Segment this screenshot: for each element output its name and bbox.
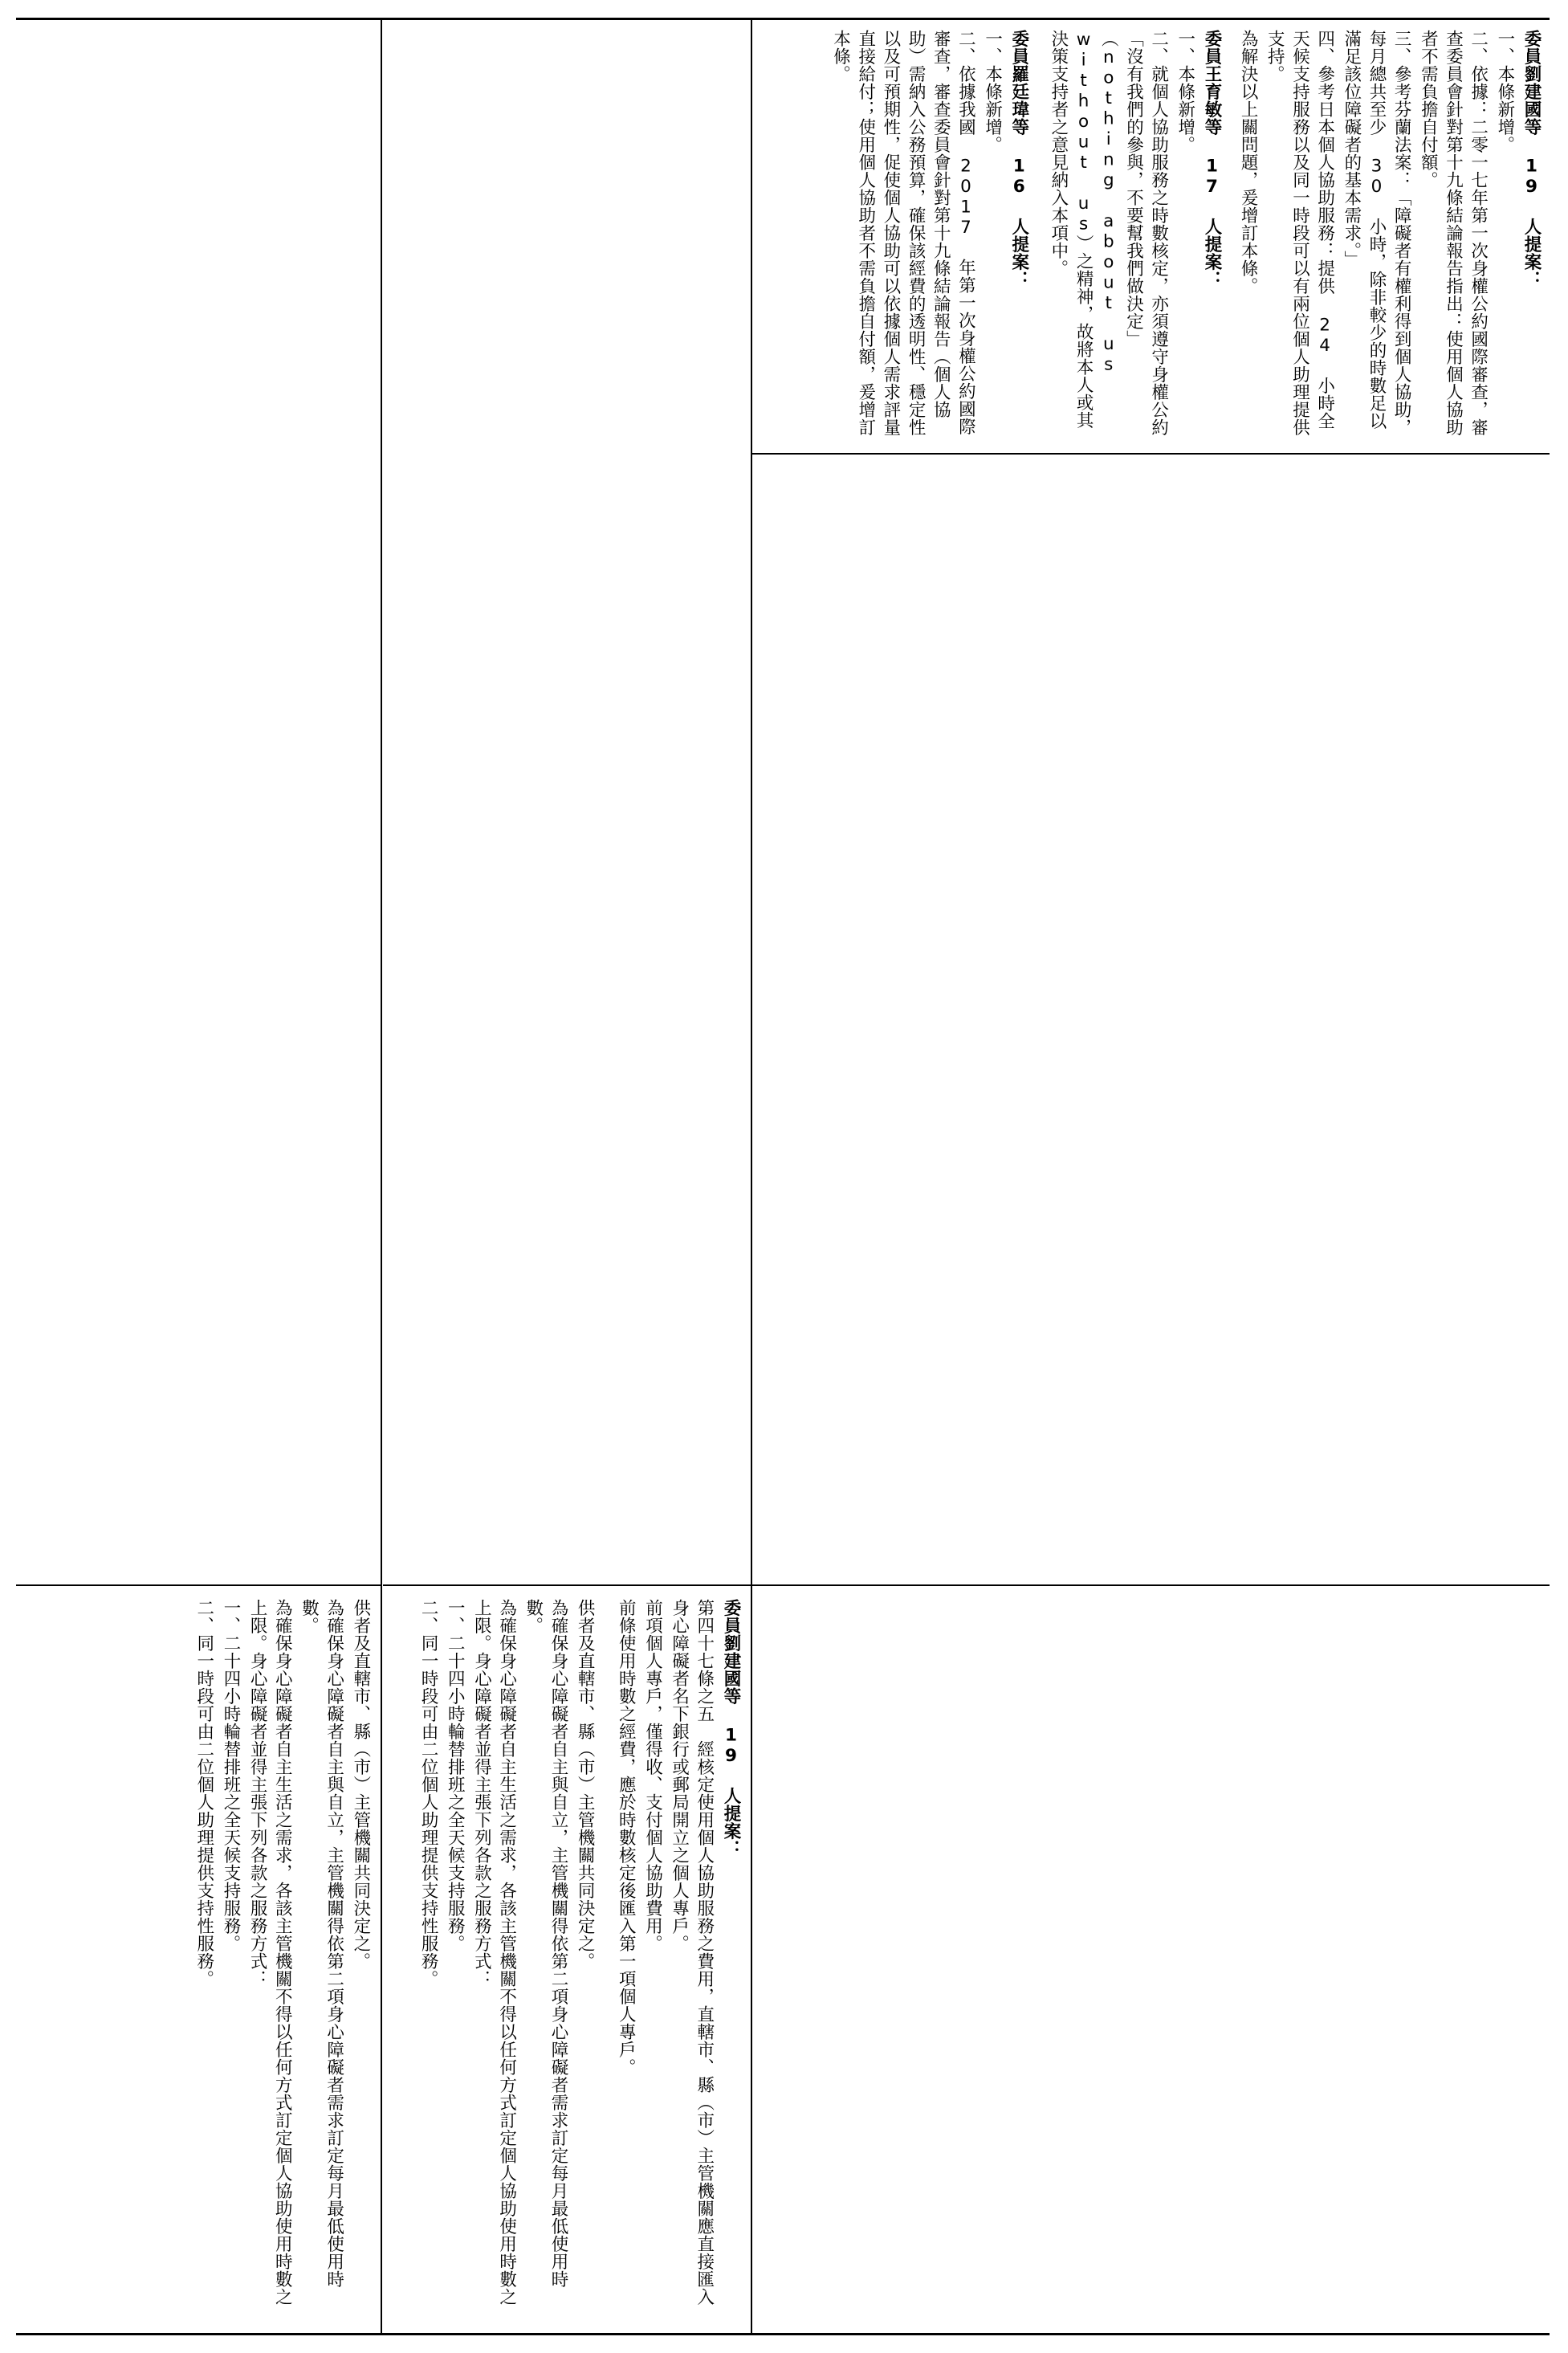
table-column-right	[751, 20, 1550, 2333]
right-cell-reasons	[752, 20, 1550, 453]
right-liu-p2: 三、參考芬蘭法案：「障礙者有權利得到個人協助，每月總共至少 30 小時，除非較少的時數足以滿足該位障礙者的基本需求。」	[1341, 30, 1412, 436]
comparison-table	[16, 18, 1550, 2335]
middle-left-p0: 供者及直轄市、縣（市）主管機關共同決定之。	[575, 1598, 596, 1970]
table-column-middle	[383, 20, 751, 2333]
middle-proposal-liu-p0: 第四十七條之五 經核定使用個人協助服務之費用，直轄市、縣（市）主管機關應直接匯入身心障礙者名下銀行或郵局開立之個人專戶。	[669, 1598, 715, 2306]
middle-gap	[598, 1599, 613, 2320]
left-cell-blank-top	[16, 20, 381, 1584]
right-wang-p1: 二、就個人協助服務之時數核定，亦須遵守身權公約「沒有我們的參與，不要幫我們做決定」（nothing about us without us）之精神，故將本人或其決策支持者之意見納入本項中。	[1048, 30, 1169, 436]
right-gap-2	[1032, 30, 1045, 443]
right-luo-p0: 一、本條新增。	[982, 30, 1003, 153]
right-wang-p0: 一、本條新增。	[1175, 30, 1195, 153]
right-luo-p1: 二、依據我國 2017 年第一次身權公約國際審查，審查委員會針對第十九條結論報告（個人協助）需納入公務預算，確保該經費的透明性、穩定性以及可預期性，促使個人協助可以依據個人需求評量直接給付；使用個人協助者不需負擔自付額，爰增訂本條。	[830, 30, 976, 436]
left-lower-paragraph-0: 供者及直轄市、縣（市）主管機關共同決定之。	[350, 1598, 371, 1970]
middle-left-p1: 為確保身心障礙者自主與自立，主管機關得依第二項身心障礙者需求訂定每月最低使用時數。	[523, 1598, 568, 2288]
right-liu-p0: 一、本條新增。	[1494, 30, 1515, 153]
left-lower-paragraph-4: 二、同一時段可由二位個人助理提供支持性服務。	[193, 1598, 214, 1988]
middle-cell-text	[383, 1584, 751, 2333]
right-luo-title: 委員羅廷瑋等 16 人提案：	[1008, 30, 1029, 288]
middle-proposal-liu-p1: 前項個人專戶，僅得收、支付個人協助費用。	[642, 1598, 663, 1952]
middle-left-p3: 一、二十四小時輪替排班之全天候支持服務。	[445, 1598, 466, 1952]
middle-left-p2: 為確保身心障礙者自主生活之需求，各該主管機關不得以任何方式訂定個人協助使用時數之上限。身心障礙者並得主張下列各款之服務方式：	[471, 1598, 517, 2306]
right-cell-blank-middle	[752, 453, 1550, 1584]
right-cell-blank-lower	[752, 1584, 1550, 2333]
middle-cell-blank-top	[383, 20, 751, 1584]
right-liu-p4: 為解決以上關問題，爰增訂本條。	[1238, 30, 1259, 295]
left-cell-text	[16, 1584, 381, 2333]
middle-proposal-liu-title: 委員劉建國等 19 人提案：	[720, 1598, 741, 1858]
right-gap-1	[1225, 30, 1235, 443]
right-liu-p1: 二、依據：二零一七年第一次身權公約國際審查，審查委員會針對第十九條結論報告指出：使用個人協助者不需負擔自付額。	[1418, 30, 1489, 436]
middle-left-p4: 二、同一時段可由二位個人助理提供支持性服務。	[418, 1598, 439, 1988]
left-lower-paragraph-2: 為確保身心障礙者自主生活之需求，各該主管機關不得以任何方式訂定個人協助使用時數之上限。身心障礙者並得主張下列各款之服務方式：	[247, 1598, 293, 2306]
middle-proposal-liu-p2: 前條使用時數之經費，應於時數核定後匯入第一項個人專戶。	[616, 1598, 637, 2076]
table-column-left	[16, 20, 381, 2333]
left-lower-paragraph-3: 一、二十四小時輪替排班之全天候支持服務。	[220, 1598, 241, 1952]
right-liu-p3: 四、參考日本個人協助服務：提供 24 小時全天候支持服務以及同一時段可以有兩位個人助理提供支持。	[1265, 30, 1335, 436]
right-wang-title: 委員王育敏等 17 人提案：	[1201, 30, 1222, 288]
left-lower-paragraph-1: 為確保身心障礙者自主與自立，主管機關得依第二項身心障礙者需求訂定每月最低使用時數。	[299, 1598, 344, 2288]
right-liu-title: 委員劉建國等 19 人提案：	[1521, 30, 1542, 288]
